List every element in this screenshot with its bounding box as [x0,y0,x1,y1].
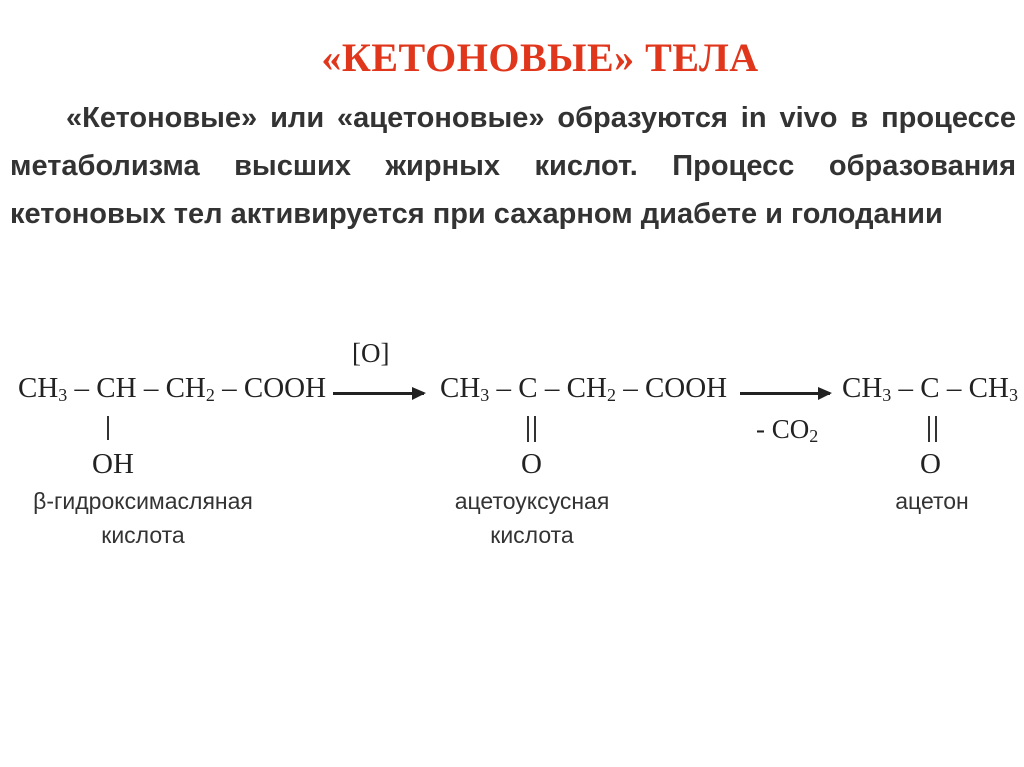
compound-2-formula: $CH_3$ – C – $CH_2$ – COOH [440,372,728,405]
compound-1-name-line1: β-гидроксимасляная [33,488,253,514]
compound-3-double-bond [928,416,937,442]
compound-3-substituent: O [920,448,941,480]
compound-2-substituent: O [521,448,542,480]
slide-body-text: «Кетоновые» или «ацетоновые» образуются in vivo в процессе метаболизма высших жирных кислот. Процесс образования кетоновых тел активируется при сахарном диабете и голодании [10,102,1016,230]
reaction-arrow-2 [740,392,830,395]
compound-1-name-line2: кислота [101,522,185,548]
compound-3-name [872,484,992,518]
compound-2-name-line2: кислота [490,522,574,548]
compound-1-name [14,484,272,552]
arrow-1-label: [O] [352,338,390,368]
reaction-scheme [0,330,1024,570]
compound-2-name [430,484,634,552]
arrow-2-label: - $CO_2$ [756,414,819,446]
slide-title: «КЕТОНОВЫЕ» ТЕЛА [321,35,759,80]
compound-1-substituent: OH [92,448,134,480]
compound-2-name-line1: ацетоуксусная [454,488,610,514]
compound-1-formula: $CH_3$ – CH – $CH_2$ – COOH [18,372,327,405]
compound-3-name-line1: ацетон [895,488,969,514]
compound-1-single-bond [107,416,109,440]
reaction-arrow-1 [333,392,424,395]
compound-2-double-bond [527,416,536,442]
compound-3-formula: $CH_3$ – C – $CH_3$ [842,372,1018,405]
